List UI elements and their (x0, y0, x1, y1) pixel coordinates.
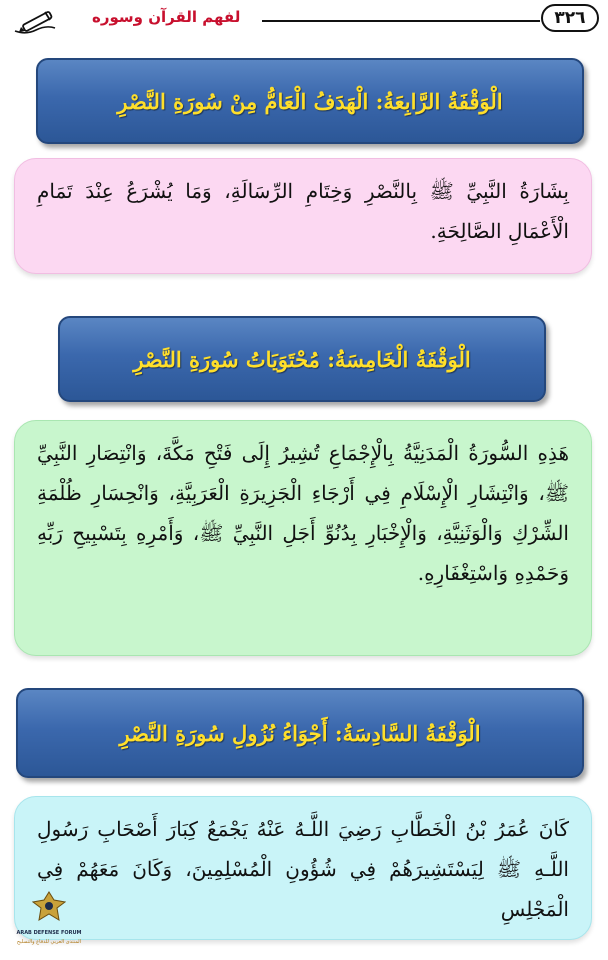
section-4-title: الْوَقْفَةُ الرَّابِعَةُ: الْهَدَفُ الْعَامُّ مِنْ سُورَةِ النَّصْرِ (36, 58, 584, 144)
book-title: لفهم القرآن وسوره (92, 8, 241, 26)
section-4-body: بِشَارَةُ النَّبِيِّ ﷺ بِالنَّصْرِ وَخِتَامِ الرِّسَالَةِ، وَمَا يُشْرَعُ عِنْدَ تَمَامِ الْأَعْمَالِ الصَّالِحَةِ. (14, 158, 592, 274)
watermark-name: ARAB DEFENSE FORUM (16, 930, 82, 936)
page-header (0, 0, 608, 42)
eagle-emblem-icon (32, 890, 66, 926)
section-5-body: هَذِهِ السُّورَةُ الْمَدَنِيَّةُ بِالْإِجْمَاعِ تُشِيرُ إِلَى فَتْحِ مَكَّةَ، وَانْتِصَارِ النَّبِيِّ ﷺ، وَانْتِشَارِ الْإِسْلَامِ فِي أَرْجَاءِ الْجَزِيرَةِ الْعَرَبِيَّةِ، وَانْحِسَارِ ظُلْمَةِ الشِّرْكِ وَالْوَثَنِيَّةِ، وَالْإِخْبَارِ بِدُنُوِّ أَجَلِ النَّبِيِّ ﷺ، وَأَمْرِهِ بِتَسْبِيحِ رَبِّهِ وَحَمْدِهِ وَاسْتِغْفَارِهِ. (14, 420, 592, 656)
header-divider (262, 20, 540, 22)
section-5-title: الْوَقْفَةُ الْخَامِسَةُ: مُحْتَوَيَاتُ سُورَةِ النَّصْرِ (58, 316, 546, 402)
pen-writing-icon (12, 6, 58, 36)
section-6-body: كَانَ عُمَرُ بْنُ الْخَطَّابِ رَضِيَ اللَّـهُ عَنْهُ يَجْمَعُ كِبَارَ أَصْحَابِ رَسُولِ اللَّـهِ ﷺ لِيَسْتَشِيرَهُمْ فِي شُؤُونِ الْمُسْلِمِينَ، وَكَانَ مَعَهُمْ فِي الْمَجْلِسِ (14, 796, 592, 940)
forum-watermark (4, 890, 94, 956)
page-number: ٣٢٦ (541, 4, 599, 32)
watermark-subtitle: المنتدى العربي للدفاع والتسليح (16, 939, 82, 945)
section-6-title: الْوَقْفَةُ السَّادِسَةُ: أَجْوَاءُ نُزُولِ سُورَةِ النَّصْرِ (16, 688, 584, 778)
